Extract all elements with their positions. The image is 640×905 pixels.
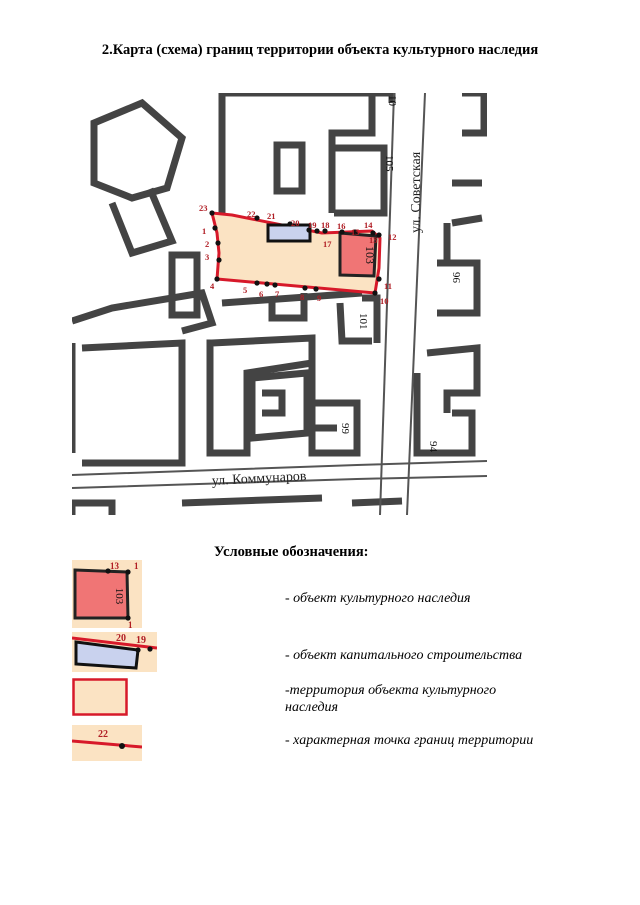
house-number-103: 103 xyxy=(363,246,377,264)
svg-text:5: 5 xyxy=(243,285,248,295)
svg-text:6: 6 xyxy=(259,289,264,299)
svg-text:15: 15 xyxy=(351,227,360,237)
legend-symbol-territory xyxy=(72,678,128,716)
svg-text:1: 1 xyxy=(128,620,133,628)
house-number-96: 96 xyxy=(451,272,463,283)
heritage-territory-map xyxy=(72,93,487,515)
svg-text:22: 22 xyxy=(98,729,108,740)
svg-text:21: 21 xyxy=(267,211,276,221)
legend-symbol-heritage-object xyxy=(72,560,142,628)
svg-text:13: 13 xyxy=(369,235,378,245)
house-number-99: 99 xyxy=(339,423,351,434)
svg-text:9: 9 xyxy=(317,293,322,303)
svg-text:20: 20 xyxy=(291,218,300,228)
legend-symbol-capital-object xyxy=(72,632,157,672)
house-number-94: 94 xyxy=(427,441,439,452)
svg-text:16: 16 xyxy=(337,221,346,231)
legend-text-territory: -территория объекта культурного наследия xyxy=(285,683,497,715)
svg-text:3: 3 xyxy=(205,252,210,262)
svg-text:22: 22 xyxy=(247,209,256,219)
svg-text:18: 18 xyxy=(321,220,330,230)
legend-text-capital-object: - объект капитального строительства xyxy=(285,648,523,663)
legend-title: Условные обозначения: xyxy=(214,544,369,560)
legend-symbol-boundary-point xyxy=(72,725,142,761)
svg-text:4: 4 xyxy=(210,281,215,291)
svg-text:19: 19 xyxy=(308,220,317,230)
street-label-sovetskaya: ул. Советская xyxy=(409,151,424,233)
svg-text:7: 7 xyxy=(275,289,280,299)
svg-text:103: 103 xyxy=(113,587,125,605)
street-label-kommunarov: ул. Коммунаров xyxy=(211,469,307,489)
svg-text:12: 12 xyxy=(388,232,397,242)
svg-text:17: 17 xyxy=(323,239,332,249)
svg-text:14: 14 xyxy=(364,220,373,230)
svg-text:19: 19 xyxy=(136,635,146,646)
house-number-105: 105 xyxy=(383,155,395,172)
house-number-10-partial: 10 xyxy=(386,95,398,106)
page-title: 2.Карта (схема) границ территории объекта культурного наследия xyxy=(101,42,539,58)
legend-text-boundary-point: - характерная точка границ территории xyxy=(285,733,534,748)
house-number-101: 101 xyxy=(357,313,369,330)
svg-text:11: 11 xyxy=(384,281,393,291)
capital-construction-object xyxy=(268,225,310,241)
svg-text:2: 2 xyxy=(205,239,210,249)
legend-text-heritage-object: - объект культурного наследия xyxy=(285,591,471,606)
svg-text:23: 23 xyxy=(199,203,208,213)
svg-text:20: 20 xyxy=(116,633,126,644)
svg-text:1: 1 xyxy=(134,561,139,571)
svg-text:13: 13 xyxy=(110,561,119,571)
svg-text:10: 10 xyxy=(380,296,389,306)
svg-text:1: 1 xyxy=(202,226,207,236)
svg-text:8: 8 xyxy=(300,292,305,302)
